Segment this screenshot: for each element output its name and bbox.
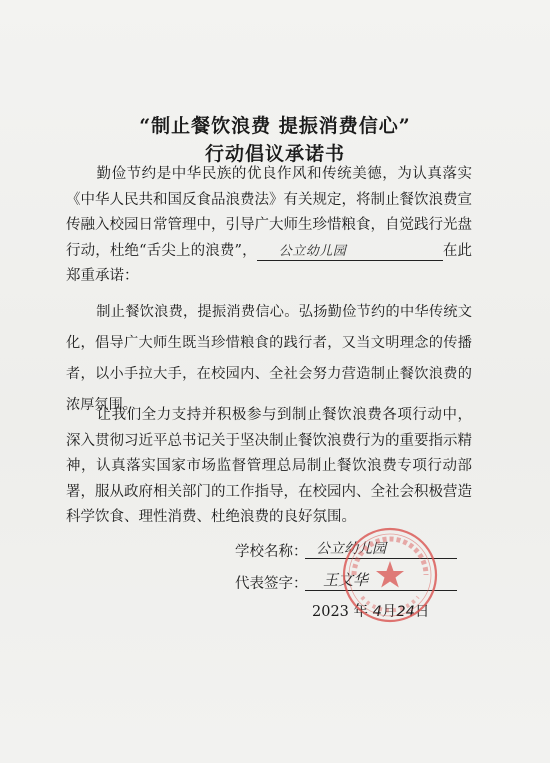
school-fill-blank <box>257 241 443 261</box>
document-subtitle: 行动倡议承诺书 <box>204 143 345 165</box>
paragraph-call-to-action-text: 让我们全力支持并积极参与到制止餐饮浪费各项行动中，深入贯彻习近平总书记关于坚决制止餐饮浪费行为的重要指示精神，认真落实国家市场监督管理总局制止餐饮浪费专项行动部署，服从政府相关部门的工作指导，在校园内、全社会积极营造科学饮食、理性消费、杜绝浪费的良好氛围。 <box>66 407 472 525</box>
paragraph-pledge-text: 制止餐饮浪费，提振消费信心。弘扬勤俭节约的中华传统文化，倡导广大师生既当珍惜粮食的践行者，又当文明理念的传播者，以小手拉大手，在校园内、全社会努力营造制止餐饮浪费的浓厚氛围。 <box>66 304 472 413</box>
paragraph-intro <box>66 162 472 290</box>
representative-label: 代表签字： <box>235 576 308 592</box>
signing-date <box>312 600 429 621</box>
representative-signature: 王文华 <box>323 571 369 589</box>
date-year-unit: 年 <box>353 604 369 620</box>
paragraph-call-to-action <box>66 403 472 531</box>
school-fill-value: 公立幼儿园 <box>278 243 347 259</box>
date-year: 2023 <box>312 604 349 620</box>
paragraph-intro-text: 勤俭节约是中华民族的优良作风和传统美德，为认真落实《中华人民共和国反食品浪费法》有关规定，将制止餐饮浪费宣传融入校园日常管理中，引导广大师生珍惜粮食，自觉践行光盘行动，杜绝“舌尖上的浪费”， <box>66 166 472 259</box>
paragraph-intro-end: 在此郑重承诺： <box>66 242 473 284</box>
date-month: 4 <box>372 604 382 620</box>
date-day-unit: 日 <box>414 604 430 620</box>
document-title: “制止餐饮浪费 提振消费信心” <box>139 115 411 137</box>
school-name-value: 公立幼儿园 <box>316 541 386 557</box>
date-day: 24 <box>396 604 415 620</box>
school-name-label: 学校名称： <box>235 544 308 560</box>
date-month-unit: 月 <box>381 604 397 620</box>
